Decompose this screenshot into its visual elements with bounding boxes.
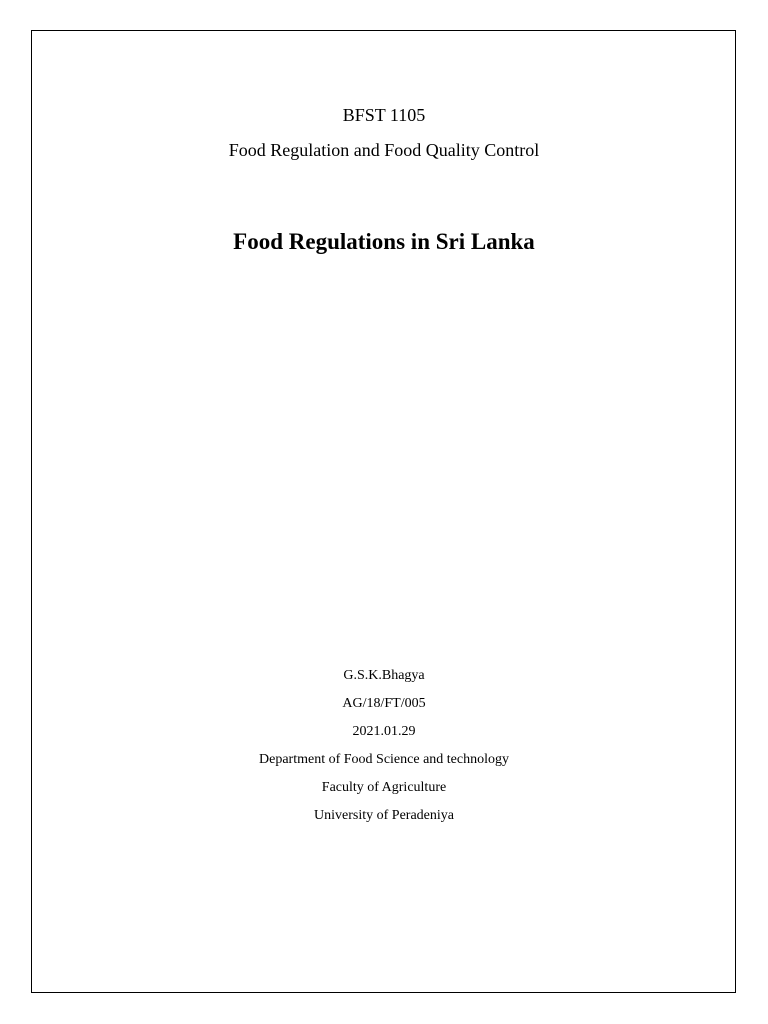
document-title: Food Regulations in Sri Lanka [233, 229, 535, 254]
submission-date: 2021.01.29 [352, 724, 416, 739]
course-code: BFST 1105 [342, 105, 426, 125]
course-name: Food Regulation and Food Quality Control [228, 140, 540, 160]
university-name: University of Peradeniya [314, 808, 454, 823]
author-details [0, 662, 768, 830]
department-name: Department of Food Science and technology [259, 752, 509, 767]
faculty-name: Faculty of Agriculture [321, 780, 447, 795]
author-name: G.S.K.Bhagya [343, 668, 425, 683]
registration-number: AG/18/FT/005 [342, 696, 426, 711]
page-border [31, 30, 736, 993]
